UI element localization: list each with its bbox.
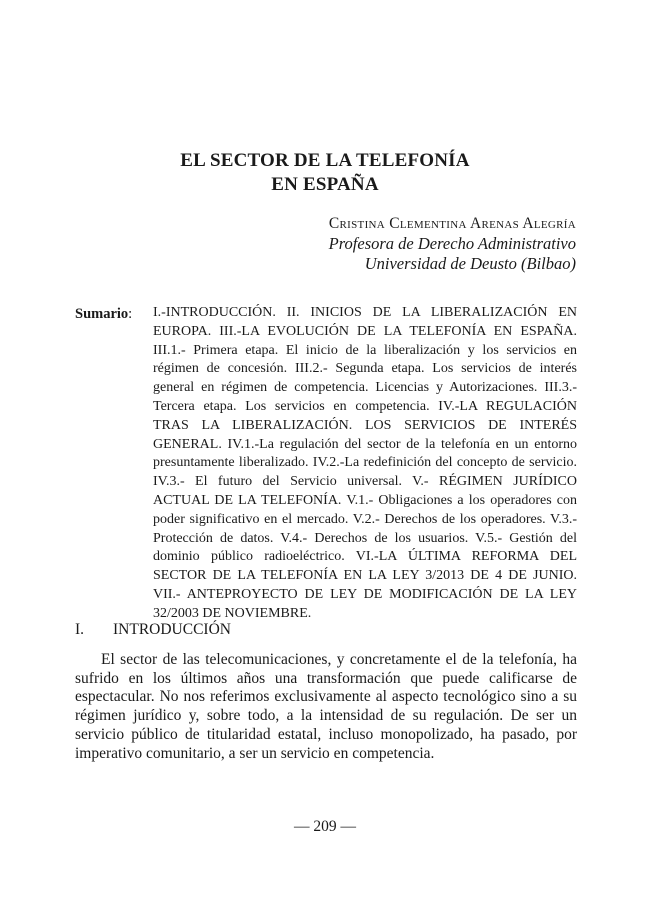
summary-label-colon: : xyxy=(128,306,133,322)
summary-label xyxy=(75,305,132,324)
author-block xyxy=(329,214,576,274)
body-paragraph: El sector de las telecomunicaciones, y concretamente el de la telefonía, ha sufrido en los últimos años una transformación que puede calificarse de espectacular. No nos referimos exclusivamente al aspecto tecnológico sino a su régimen jurídico y, sobre todo, a la intensidad de su regulación. De ser un servicio público de titularidad estatal, incluso monopolizado, ha pasado, por imperativo comunitario, a ser un servicio en competencia. xyxy=(75,651,577,762)
title-line-2: EN ESPAÑA xyxy=(271,174,379,195)
author-affiliation: Universidad de Deusto (Bilbao) xyxy=(364,254,576,273)
summary-text: I.-INTRODUCCIÓN. II. INICIOS DE LA LIBERALIZACIÓN EN EUROPA. III.-LA EVOLUCIÓN DE LA TELEFONÍA EN ESPAÑA. III.1.- Primera etapa. El inicio de la liberalización y los servicios en régimen de concesión. III.2.- Segunda etapa. Los servicios de interés general en régimen de competencia. Licencias y Autorizaciones. III.3.- Tercera etapa. Los servicios en competencia. IV.-LA REGULACIÓN TRAS LA LIBERALIZACIÓN. LOS SERVICIOS DE INTERÉS GENERAL. IV.1.-La regulación del sector de la telefonía en un entorno presuntamente liberalizado. IV.2.-La redefinición del concepto de servicio. IV.3.- El futuro del Servicio universal. V.- RÉGIMEN JURÍDICO ACTUAL DE LA TELEFONÍA. V.1.- Obligaciones a los operadores con poder significativo en el mercado. V.2.- Derechos de los operadores. V.3.- Protección de datos. V.4.- Derechos de los usuarios. V.5.- Gestión del dominio público radioeléctrico. VI.-LA ÚLTIMA REFORMA DEL SECTOR DE LA TELEFONÍA EN LA LEY 3/2013 DE 4 DE JUNIO. VII.- ANTEPROYECTO DE LEY DE MODIFICACIÓN DE LA LEY 32/2003 DE NOVIEMBRE. xyxy=(153,305,577,621)
article-title xyxy=(0,149,650,197)
title-line-1: EL SECTOR DE LA TELEFONÍA xyxy=(180,150,470,171)
section-heading xyxy=(75,620,231,640)
summary-label-text: Sumario xyxy=(75,306,129,322)
author-name: Cristina Clementina Arenas Alegría xyxy=(328,215,576,232)
section-title: INTRODUCCIÓN xyxy=(113,621,231,638)
author-position: Profesora de Derecho Administrativo xyxy=(328,234,576,253)
section-number: I. xyxy=(75,621,85,638)
page-number: — 209 — xyxy=(294,818,356,835)
